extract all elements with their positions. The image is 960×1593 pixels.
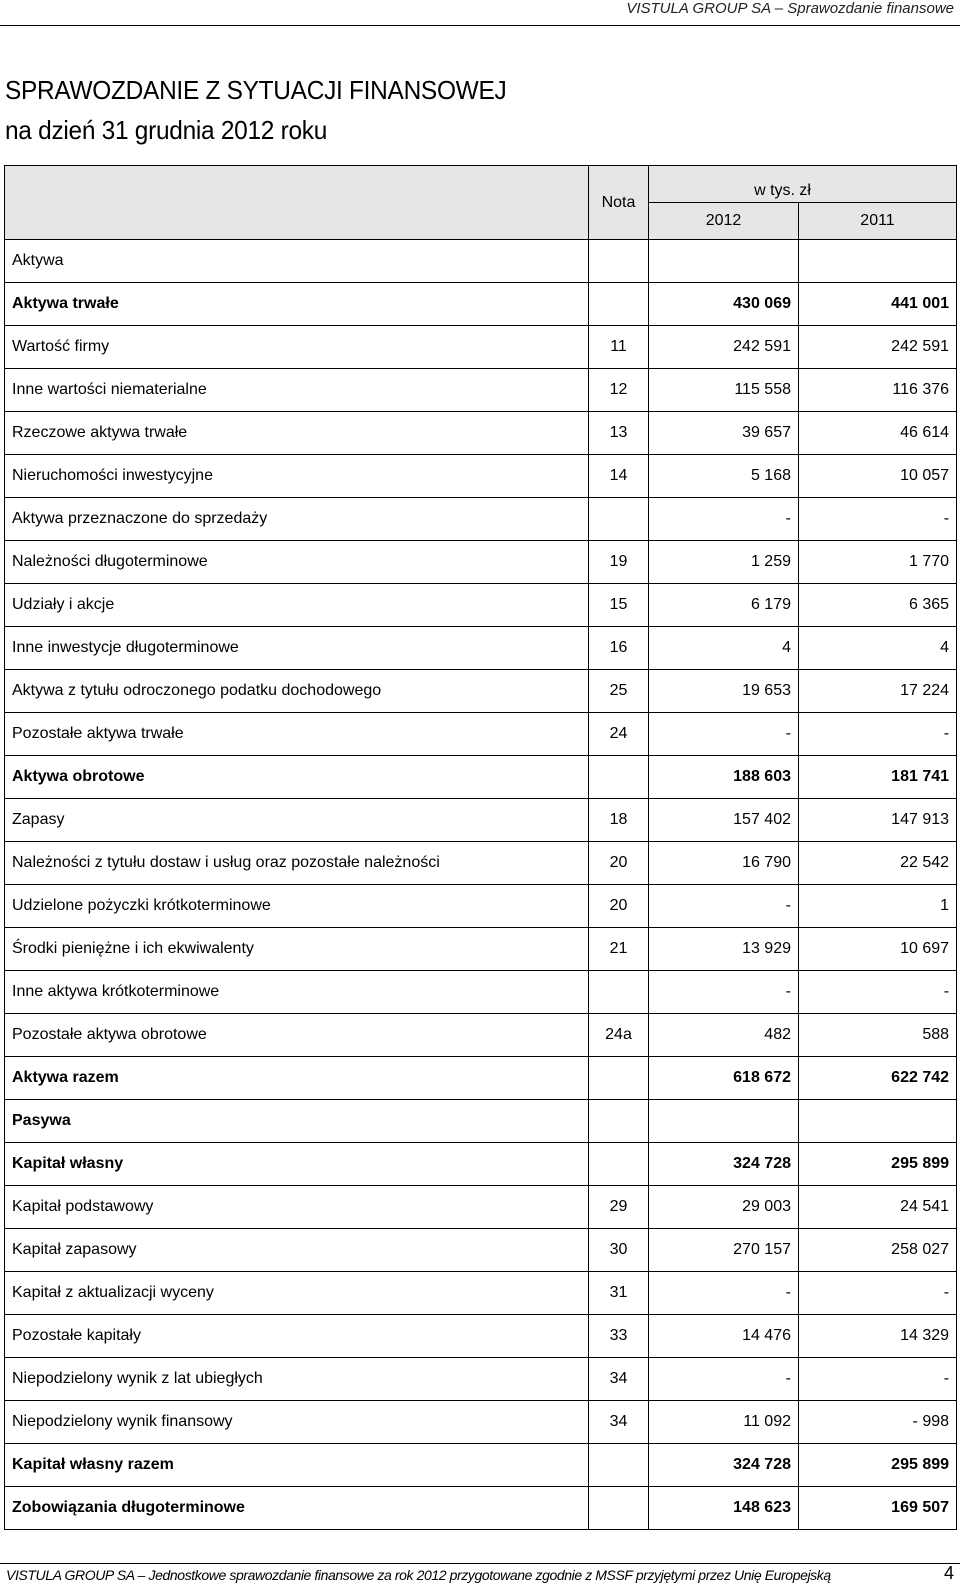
row-value-2011: - xyxy=(799,498,957,541)
row-nota: 18 xyxy=(589,799,649,842)
table-row xyxy=(5,369,957,412)
row-nota: 33 xyxy=(589,1315,649,1358)
row-value-2011 xyxy=(799,240,957,283)
table-row xyxy=(5,1186,957,1229)
row-value-2012: 1 259 xyxy=(649,541,799,584)
table-row xyxy=(5,240,957,283)
row-label: Aktywa xyxy=(5,240,589,283)
row-value-2011: - xyxy=(799,713,957,756)
row-label: Nieruchomości inwestycyjne xyxy=(5,455,589,498)
row-value-2011: 441 001 xyxy=(799,283,957,326)
row-label: Pozostałe kapitały xyxy=(5,1315,589,1358)
row-value-2011: 4 xyxy=(799,627,957,670)
table-row xyxy=(5,799,957,842)
row-nota: 15 xyxy=(589,584,649,627)
row-nota: 16 xyxy=(589,627,649,670)
row-label: Zobowiązania długoterminowe xyxy=(5,1487,589,1530)
row-nota xyxy=(589,1057,649,1100)
row-label: Aktywa przeznaczone do sprzedaży xyxy=(5,498,589,541)
row-value-2012: 13 929 xyxy=(649,928,799,971)
row-value-2012: 618 672 xyxy=(649,1057,799,1100)
row-label: Zapasy xyxy=(5,799,589,842)
row-nota: 24 xyxy=(589,713,649,756)
row-label: Należności długoterminowe xyxy=(5,541,589,584)
row-nota xyxy=(589,283,649,326)
row-value-2012: - xyxy=(649,971,799,1014)
row-value-2011: 295 899 xyxy=(799,1444,957,1487)
row-label: Pasywa xyxy=(5,1100,589,1143)
row-value-2011: - xyxy=(799,1272,957,1315)
row-value-2011: 169 507 xyxy=(799,1487,957,1530)
row-value-2012: 430 069 xyxy=(649,283,799,326)
title-line-1: SPRAWOZDANIE Z SYTUACJI FINANSOWEJ xyxy=(5,75,507,105)
row-value-2011: 10 057 xyxy=(799,455,957,498)
row-label: Udziały i akcje xyxy=(5,584,589,627)
table-row xyxy=(5,1358,957,1401)
row-nota: 13 xyxy=(589,412,649,455)
row-label: Udzielone pożyczki krótkoterminowe xyxy=(5,885,589,928)
row-label: Inne aktywa krótkoterminowe xyxy=(5,971,589,1014)
row-nota xyxy=(589,971,649,1014)
row-nota: 21 xyxy=(589,928,649,971)
table-row xyxy=(5,670,957,713)
row-nota: 12 xyxy=(589,369,649,412)
row-label: Aktywa z tytułu odroczonego podatku dochodowego xyxy=(5,670,589,713)
row-value-2012: 188 603 xyxy=(649,756,799,799)
row-label: Kapitał zapasowy xyxy=(5,1229,589,1272)
row-value-2012: - xyxy=(649,713,799,756)
table-row xyxy=(5,1014,957,1057)
table-row xyxy=(5,1401,957,1444)
row-label: Aktywa obrotowe xyxy=(5,756,589,799)
table-row xyxy=(5,326,957,369)
page-footer xyxy=(6,1563,954,1584)
table-header-row xyxy=(5,166,957,203)
row-nota xyxy=(589,240,649,283)
table-row xyxy=(5,1272,957,1315)
table-row xyxy=(5,455,957,498)
row-value-2012: 157 402 xyxy=(649,799,799,842)
row-value-2011: 6 365 xyxy=(799,584,957,627)
row-label: Środki pieniężne i ich ekwiwalenty xyxy=(5,928,589,971)
table-row xyxy=(5,627,957,670)
row-label: Kapitał z aktualizacji wyceny xyxy=(5,1272,589,1315)
row-value-2011: 116 376 xyxy=(799,369,957,412)
table-row xyxy=(5,1229,957,1272)
row-value-2012: 4 xyxy=(649,627,799,670)
row-label: Rzeczowe aktywa trwałe xyxy=(5,412,589,455)
row-nota: 34 xyxy=(589,1401,649,1444)
row-nota xyxy=(589,756,649,799)
header-blank-cell xyxy=(5,166,589,240)
row-label: Wartość firmy xyxy=(5,326,589,369)
row-label: Pozostałe aktywa obrotowe xyxy=(5,1014,589,1057)
row-value-2012: 115 558 xyxy=(649,369,799,412)
nota-column-header: Nota xyxy=(589,166,649,240)
row-label: Należności z tytułu dostaw i usług oraz pozostałe należności xyxy=(5,842,589,885)
page-title xyxy=(5,70,506,150)
row-value-2011: 22 542 xyxy=(799,842,957,885)
table-row xyxy=(5,1143,957,1186)
table-row xyxy=(5,541,957,584)
row-value-2011 xyxy=(799,1100,957,1143)
row-label: Pozostałe aktywa trwałe xyxy=(5,713,589,756)
table-row xyxy=(5,1100,957,1143)
page-number: 4 xyxy=(943,1563,954,1583)
row-value-2012: 148 623 xyxy=(649,1487,799,1530)
row-nota xyxy=(589,498,649,541)
row-value-2011: 46 614 xyxy=(799,412,957,455)
table-row xyxy=(5,885,957,928)
row-label: Aktywa razem xyxy=(5,1057,589,1100)
table-row xyxy=(5,1315,957,1358)
row-value-2011: 295 899 xyxy=(799,1143,957,1186)
footer-text: VISTULA GROUP SA – Jednostkowe sprawozdanie finansowe za rok 2012 przygotowane zgodnie z MSSF przyjętymi przez Unię Europejską xyxy=(6,1567,831,1583)
header-rule xyxy=(0,25,960,26)
row-value-2011: 14 329 xyxy=(799,1315,957,1358)
row-label: Niepodzielony wynik finansowy xyxy=(5,1401,589,1444)
year-2012-header: 2012 xyxy=(649,203,799,240)
row-value-2012: 482 xyxy=(649,1014,799,1057)
row-nota xyxy=(589,1487,649,1530)
year-2011-header: 2011 xyxy=(799,203,957,240)
row-nota: 29 xyxy=(589,1186,649,1229)
row-nota xyxy=(589,1100,649,1143)
row-value-2011: - xyxy=(799,971,957,1014)
row-value-2011: 242 591 xyxy=(799,326,957,369)
row-value-2011: - xyxy=(799,1358,957,1401)
footer-rule xyxy=(0,1563,960,1564)
row-nota: 30 xyxy=(589,1229,649,1272)
row-nota: 11 xyxy=(589,326,649,369)
row-value-2011: 181 741 xyxy=(799,756,957,799)
row-nota: 20 xyxy=(589,842,649,885)
table-row xyxy=(5,1057,957,1100)
row-value-2012: 11 092 xyxy=(649,1401,799,1444)
table-row xyxy=(5,283,957,326)
financial-position-table xyxy=(4,165,957,1530)
row-value-2012: 16 790 xyxy=(649,842,799,885)
row-value-2012: 324 728 xyxy=(649,1444,799,1487)
unit-label: w tys. zł xyxy=(754,182,811,199)
row-value-2012: 29 003 xyxy=(649,1186,799,1229)
table-row xyxy=(5,842,957,885)
table-row xyxy=(5,713,957,756)
row-label: Kapitał własny xyxy=(5,1143,589,1186)
row-value-2012: 242 591 xyxy=(649,326,799,369)
unit-header xyxy=(649,166,957,203)
row-value-2011: 258 027 xyxy=(799,1229,957,1272)
row-value-2011: 1 xyxy=(799,885,957,928)
row-value-2012: 39 657 xyxy=(649,412,799,455)
row-label: Niepodzielony wynik z lat ubiegłych xyxy=(5,1358,589,1401)
row-value-2012 xyxy=(649,1100,799,1143)
table-row xyxy=(5,1487,957,1530)
row-value-2012: 19 653 xyxy=(649,670,799,713)
title-line-2: na dzień 31 grudnia 2012 roku xyxy=(5,115,328,145)
row-label: Kapitał własny razem xyxy=(5,1444,589,1487)
row-value-2011: 1 770 xyxy=(799,541,957,584)
row-value-2011: 10 697 xyxy=(799,928,957,971)
table-row xyxy=(5,971,957,1014)
row-value-2012: 324 728 xyxy=(649,1143,799,1186)
row-value-2011: 147 913 xyxy=(799,799,957,842)
row-value-2012: 270 157 xyxy=(649,1229,799,1272)
row-nota: 34 xyxy=(589,1358,649,1401)
row-nota xyxy=(589,1143,649,1186)
row-nota: 19 xyxy=(589,541,649,584)
row-label: Inne wartości niematerialne xyxy=(5,369,589,412)
row-value-2012 xyxy=(649,240,799,283)
row-value-2011: 24 541 xyxy=(799,1186,957,1229)
table-row xyxy=(5,756,957,799)
row-label: Kapitał podstawowy xyxy=(5,1186,589,1229)
table-row xyxy=(5,928,957,971)
row-nota: 31 xyxy=(589,1272,649,1315)
row-nota: 14 xyxy=(589,455,649,498)
row-value-2012: 6 179 xyxy=(649,584,799,627)
row-value-2011: 588 xyxy=(799,1014,957,1057)
row-nota: 20 xyxy=(589,885,649,928)
running-header: VISTULA GROUP SA – Sprawozdanie finansowe xyxy=(626,0,954,17)
row-value-2012: - xyxy=(649,498,799,541)
row-value-2012: - xyxy=(649,885,799,928)
table-row xyxy=(5,1444,957,1487)
table-row xyxy=(5,498,957,541)
table-row xyxy=(5,412,957,455)
row-nota xyxy=(589,1444,649,1487)
row-value-2012: 14 476 xyxy=(649,1315,799,1358)
row-label: Inne inwestycje długoterminowe xyxy=(5,627,589,670)
row-value-2012: 5 168 xyxy=(649,455,799,498)
row-nota: 24a xyxy=(589,1014,649,1057)
row-nota: 25 xyxy=(589,670,649,713)
row-value-2011: - 998 xyxy=(799,1401,957,1444)
row-label: Aktywa trwałe xyxy=(5,283,589,326)
row-value-2012: - xyxy=(649,1358,799,1401)
row-value-2011: 622 742 xyxy=(799,1057,957,1100)
row-value-2012: - xyxy=(649,1272,799,1315)
table-row xyxy=(5,584,957,627)
row-value-2011: 17 224 xyxy=(799,670,957,713)
